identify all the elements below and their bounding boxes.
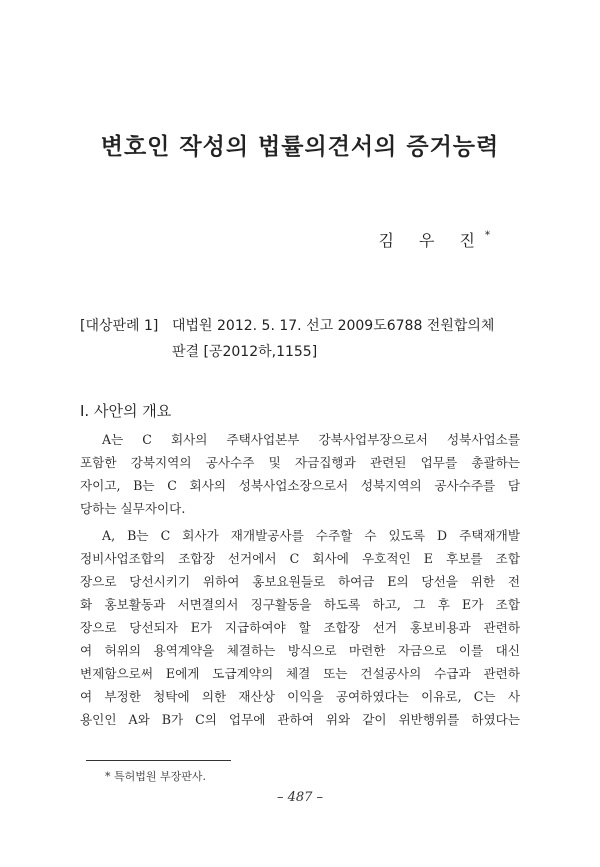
case-reference-label: [대상판례 1] bbox=[80, 318, 159, 334]
paragraph-line: 변제함으로써 E에게 도급계약의 체결 또는 건설공사의 수급과 관련하 bbox=[80, 666, 520, 681]
paragraph-line: 장으로 당선시키기 위하여 홍보요원들로 하여금 E의 당선을 위한 전 bbox=[80, 574, 520, 589]
paragraph-line: 용인인 A와 B가 C의 업무에 관하여 위와 같이 위반행위를 하였다는 bbox=[80, 712, 520, 727]
paragraph-line: 정비사업조합의 조합장 선거에서 C 회사에 우호적인 E 후보를 조합 bbox=[80, 551, 520, 566]
body-text bbox=[80, 428, 520, 731]
case-reference-line: 대법원 2012. 5. 17. 선고 2009도6788 전원합의체 bbox=[172, 318, 495, 334]
paragraph-line: 당하는 실무자이다. bbox=[80, 501, 186, 516]
section-heading: Ⅰ. 사안의 개요 bbox=[80, 402, 172, 420]
case-reference-body bbox=[172, 313, 520, 365]
footnote: * 특허법원 부장판사. bbox=[105, 770, 206, 783]
author-footnote-mark: * bbox=[485, 229, 490, 241]
paragraph-line: 화 홍보활동과 서면결의서 징구활동을 하도록 하고, 그 후 E가 조합 bbox=[80, 597, 520, 612]
paragraph-line: 여 허위의 용역계약을 체결하는 방식으로 마련한 자금으로 이를 대신 bbox=[80, 643, 520, 658]
footnote-divider bbox=[86, 760, 231, 761]
paragraph-line: 여 부정한 청탁에 의한 재산상 이익을 공여하였다는 이유로, C는 사 bbox=[80, 689, 520, 704]
paragraph-line: A, B는 C 회사가 재개발공사를 수주할 수 있도록 D 주택재개발 bbox=[102, 528, 520, 543]
author-name bbox=[378, 228, 490, 251]
paragraph-line: A는 C 회사의 주택사업본부 강북사업부장으로서 성북사업소를 bbox=[102, 432, 520, 447]
case-reference-line: 판결 [공2012하,1155] bbox=[172, 344, 318, 360]
paragraph-line: 자이고, B는 C 회사의 성북사업소장으로서 성북지역의 공사수주를 담 bbox=[80, 478, 520, 493]
paragraph-line: 포함한 강북지역의 공사수주 및 자금집행과 관련된 업무를 총괄하는 bbox=[80, 455, 520, 470]
author-name-text: 김 우 진 bbox=[378, 231, 485, 250]
paper-title: 변호인 작성의 법률의견서의 증거능력 bbox=[100, 134, 500, 160]
paragraph-line: 장으로 당선되자 E가 지급하여야 할 조합장 선거 홍보비용과 관련하 bbox=[80, 620, 520, 635]
case-reference bbox=[80, 313, 520, 365]
page-number: – 487 – bbox=[276, 790, 324, 805]
